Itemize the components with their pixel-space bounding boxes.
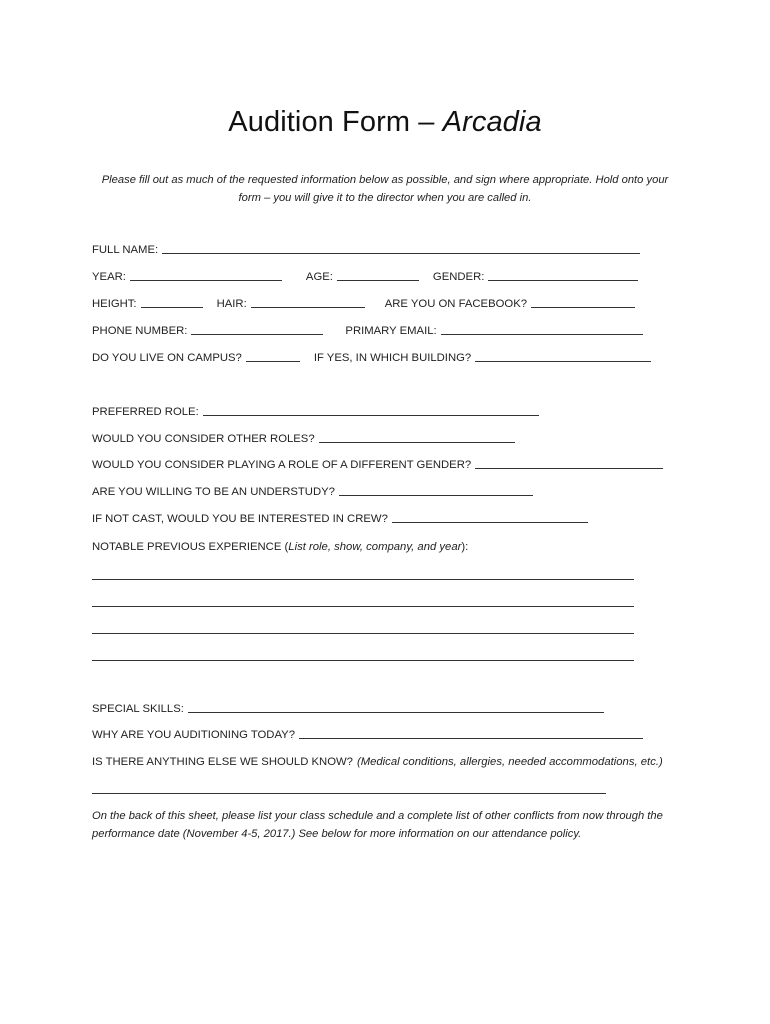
- height-label: HEIGHT:: [92, 298, 137, 310]
- phone-field[interactable]: [191, 322, 323, 335]
- experience-line-3[interactable]: [92, 633, 634, 634]
- campus-field[interactable]: [246, 349, 300, 362]
- facebook-field[interactable]: [531, 295, 635, 308]
- understudy-field[interactable]: [339, 483, 533, 496]
- experience-line-1[interactable]: [92, 579, 634, 580]
- conflicts-instructions: On the back of this sheet, please list your class schedule and a complete list of other conflicts from now through the performance date (November 4-5, 2017.) See below for more information on our attendance policy.: [92, 810, 663, 840]
- special-skills-row: [92, 699, 604, 715]
- crew-row: [92, 509, 588, 525]
- preferred-role-label: PREFERRED ROLE:: [92, 406, 199, 418]
- different-gender-label: WOULD YOU CONSIDER PLAYING A ROLE OF A DIFFERENT GENDER?: [92, 459, 472, 471]
- why-auditioning-field[interactable]: [299, 726, 643, 739]
- year-age-gender-row: [92, 267, 638, 283]
- title-main: Audition Form –: [228, 106, 443, 138]
- full-name-field[interactable]: [162, 241, 640, 254]
- full-name-label: FULL NAME:: [92, 244, 159, 256]
- preferred-role-row: [92, 402, 539, 418]
- hair-field[interactable]: [251, 295, 365, 308]
- special-skills-label: SPECIAL SKILLS:: [92, 703, 184, 715]
- experience-label-end: ):: [461, 541, 469, 553]
- understudy-label: ARE YOU WILLING TO BE AN UNDERSTUDY?: [92, 486, 335, 498]
- building-label: IF YES, IN WHICH BUILDING?: [313, 352, 472, 364]
- gender-label: GENDER:: [432, 271, 485, 283]
- why-auditioning-label: WHY ARE YOU AUDITIONING TODAY?: [92, 729, 295, 741]
- experience-row: [92, 537, 468, 553]
- email-label: PRIMARY EMAIL:: [345, 325, 437, 337]
- age-label: AGE:: [305, 271, 333, 283]
- other-roles-row: [92, 429, 515, 445]
- campus-label: DO YOU LIVE ON CAMPUS?: [92, 352, 242, 364]
- why-auditioning-row: [92, 725, 643, 741]
- experience-line-2[interactable]: [92, 606, 634, 607]
- experience-label: NOTABLE PREVIOUS EXPERIENCE (: [92, 541, 289, 553]
- gender-field[interactable]: [488, 268, 638, 281]
- phone-label: PHONE NUMBER:: [92, 325, 188, 337]
- anything-else-row: [92, 752, 663, 768]
- experience-line-4[interactable]: [92, 660, 634, 661]
- facebook-label: ARE YOU ON FACEBOOK?: [384, 298, 528, 310]
- phone-email-row: [92, 321, 643, 337]
- full-name-row: [92, 240, 640, 256]
- height-field[interactable]: [141, 295, 203, 308]
- page-title: [0, 106, 770, 139]
- hair-label: HAIR:: [216, 298, 247, 310]
- different-gender-row: [92, 455, 663, 471]
- title-play-name: Arcadia: [442, 106, 542, 138]
- other-roles-label: WOULD YOU CONSIDER OTHER ROLES?: [92, 433, 315, 445]
- understudy-row: [92, 482, 533, 498]
- other-roles-field[interactable]: [319, 430, 515, 443]
- anything-else-line[interactable]: [92, 793, 606, 794]
- anything-else-label: IS THERE ANYTHING ELSE WE SHOULD KNOW?: [92, 756, 353, 768]
- instructions-text: Please fill out as much of the requested information below as possible, and sign where appropriate. Hold onto your form – you will give it to the director when you are called in.: [101, 174, 669, 204]
- special-skills-field[interactable]: [188, 700, 604, 713]
- crew-label: IF NOT CAST, WOULD YOU BE INTERESTED IN CREW?: [92, 513, 388, 525]
- preferred-role-field[interactable]: [203, 403, 539, 416]
- email-field[interactable]: [441, 322, 643, 335]
- anything-else-note: (Medical conditions, allergies, needed accommodations, etc.): [356, 756, 663, 768]
- campus-building-row: [92, 348, 651, 364]
- year-label: YEAR:: [92, 271, 126, 283]
- crew-field[interactable]: [392, 510, 588, 523]
- year-field[interactable]: [130, 268, 282, 281]
- building-field[interactable]: [475, 349, 651, 362]
- age-field[interactable]: [337, 268, 419, 281]
- experience-note: List role, show, company, and year: [288, 541, 462, 553]
- height-hair-facebook-row: [92, 294, 635, 310]
- different-gender-field[interactable]: [475, 456, 663, 469]
